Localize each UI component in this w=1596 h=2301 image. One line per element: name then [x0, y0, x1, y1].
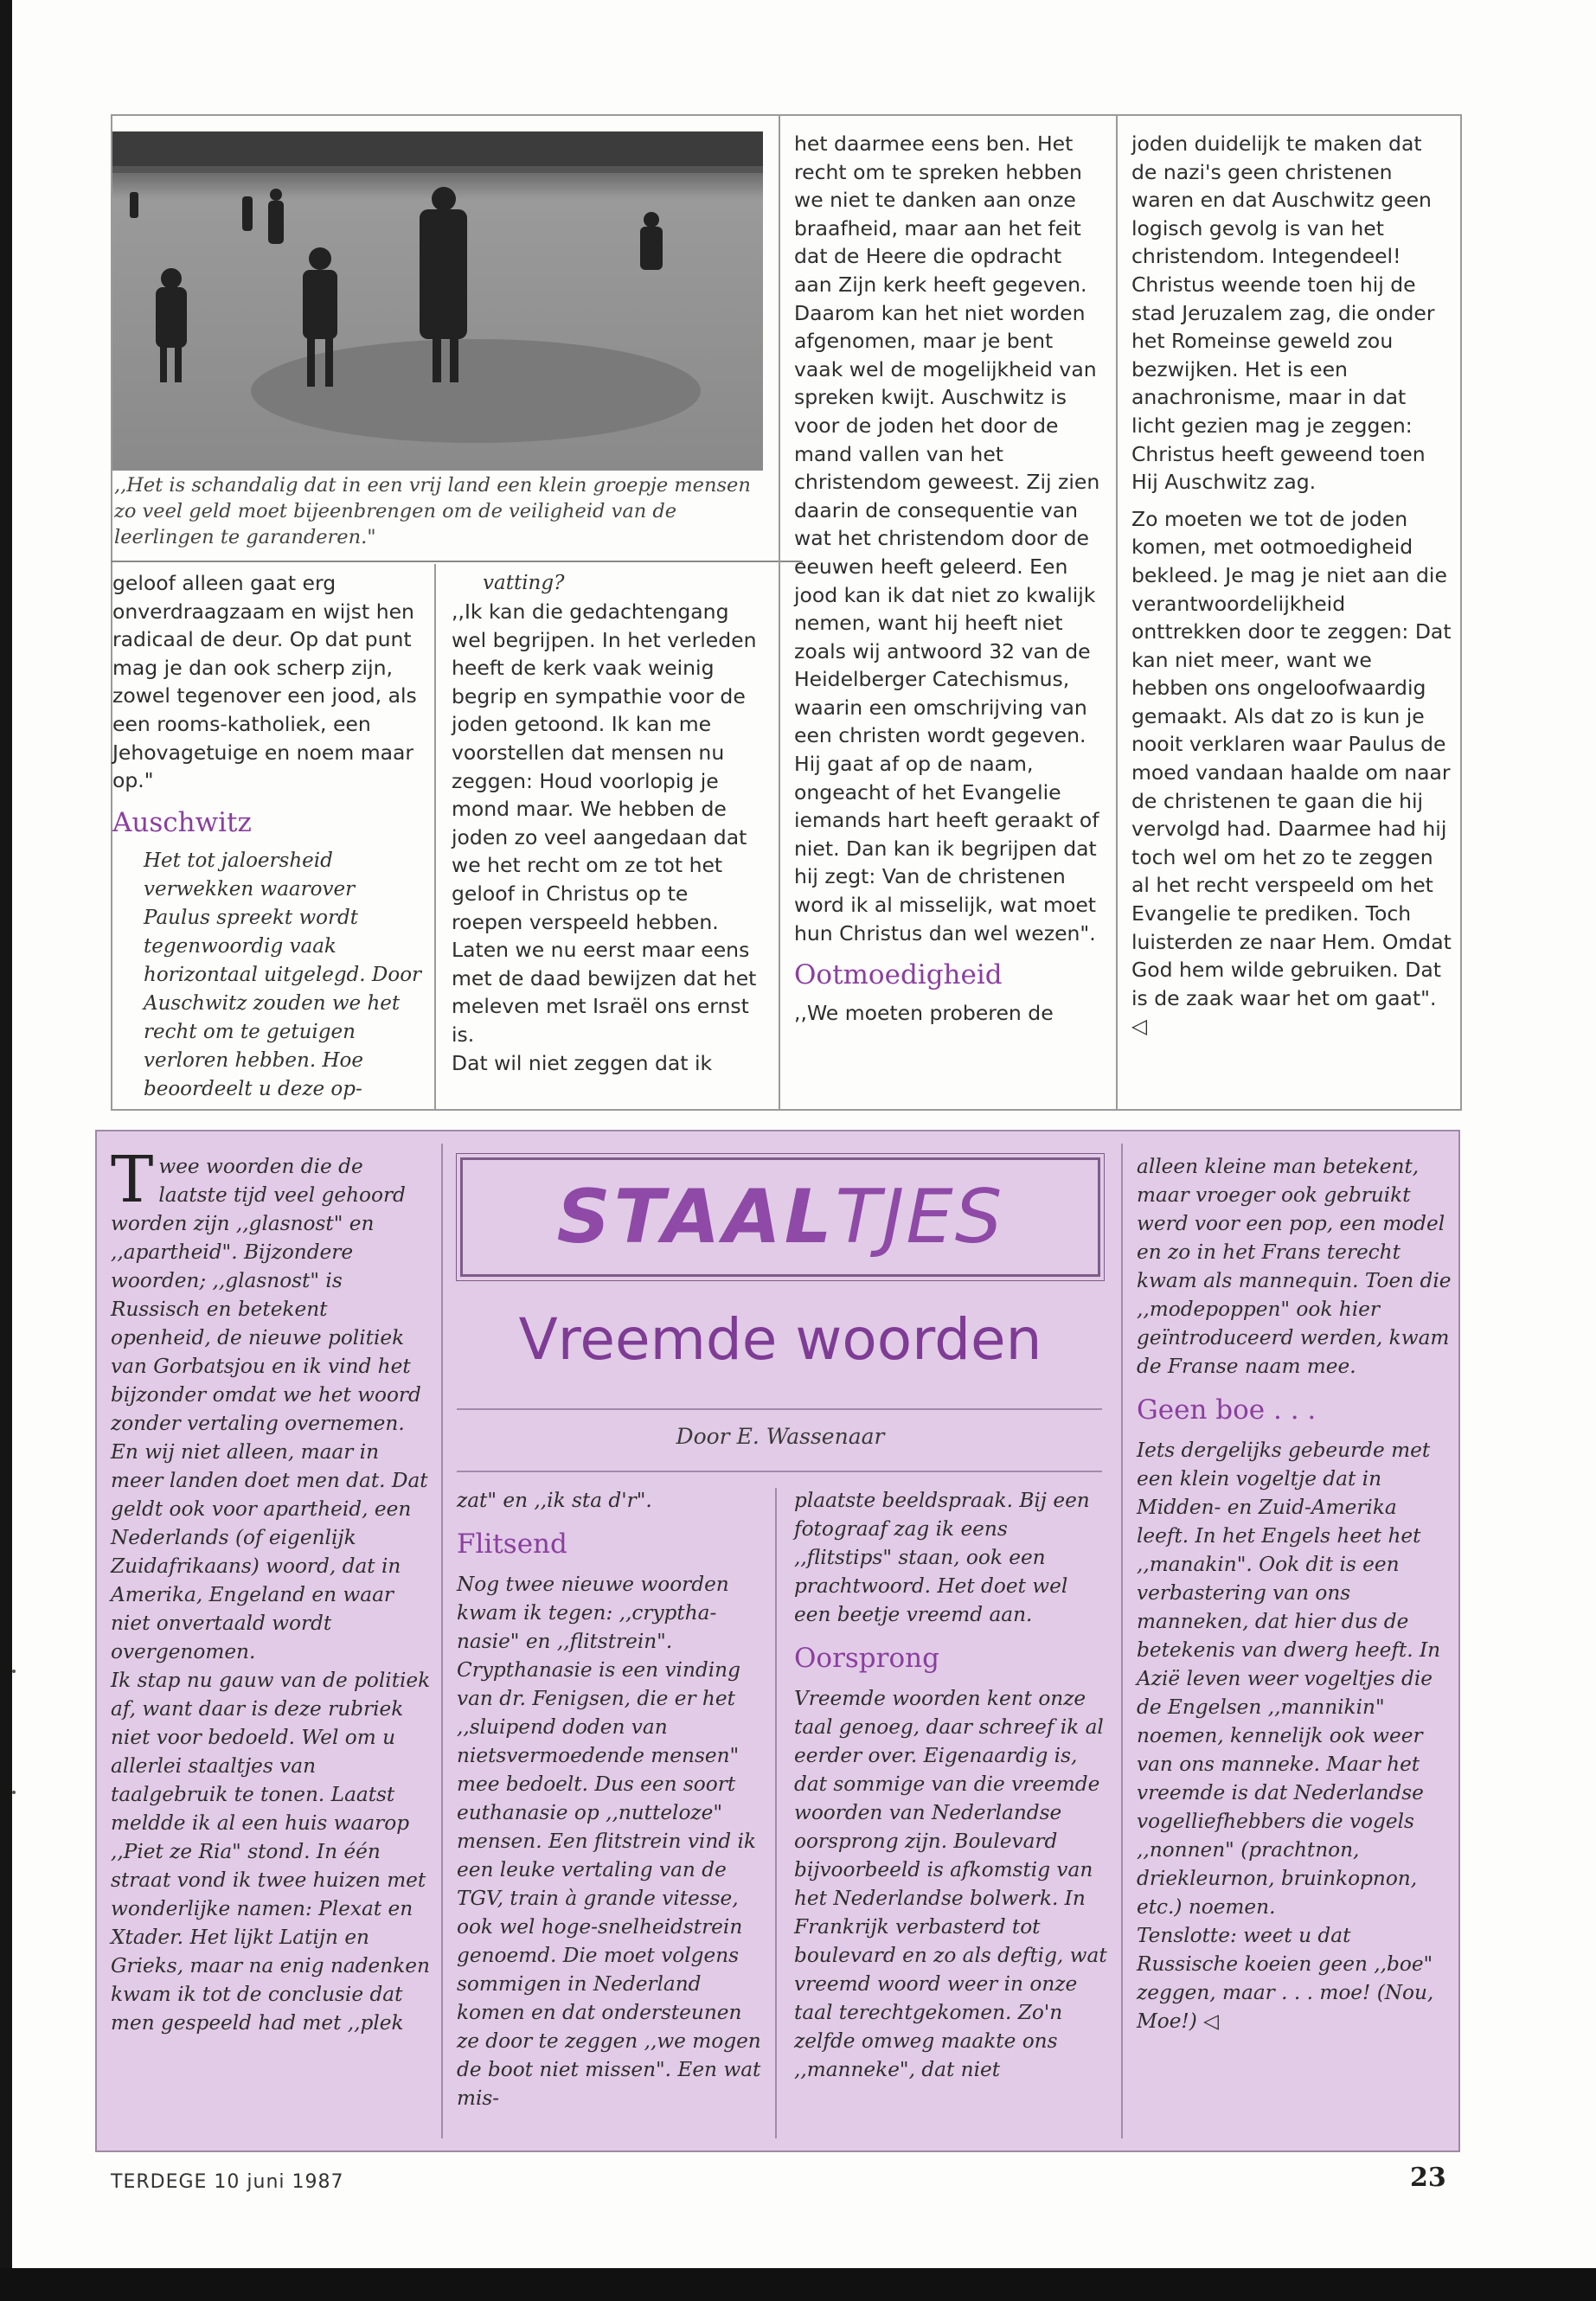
subhead-flitsend: Flitsend: [457, 1529, 567, 1560]
staaltjes-paragraph: wee woorden die de laatste tijd veel gehoord worden zijn ,,glasnost" en ,,apartheid". Bijzondere woorden; ,,glasnost" is Russisch en betekent openheid, de nieuwe politiek van Gorbatsjou en ik vind het bijzonder omdat we het woord zonder vertaling overnemen. En wij niet alleen, maar in meer landen doet men dat. Dat geldt ook voor apartheid, een Nederlands (of eigenlijk Zuidafrikaans) woord, dat in Amerika, Engeland en waar niet onvertaald wordt overgenomen.: [111, 1155, 428, 1663]
staaltjes-paragraph: Vreemde woorden kent onze taal genoeg, daar schreef ik al eerder over. Eigenaardig is, dat sommige van die vreemde woorden van Nederlandse oorsprong zijn. Boulevard bijvoorbeeld is afkomstig van het Nederlandse bolwerk. In Frankrijk verbasterd tot boulevard en zo als deftig, wat vreemd woord weer in onze taal terechtgekomen. Zo'n zelfde omweg maakte ons ,,manneke", dat niet: [794, 1687, 1107, 2081]
scan-speck: [12, 1670, 16, 1673]
article-paragraph: geloof alleen gaat erg onverdraagzaam en wijst hen radicaal de deur. Op dat punt mag je dan ook scherp zijn, zowel tegenover een jood, als een rooms-katholiek, een Jehovagetuige en noem maar op.": [112, 571, 417, 793]
staaltjes-column-3: [794, 1486, 1109, 2084]
publication-footer: TERDEGE 10 juni 1987: [111, 2171, 344, 2193]
column-divider: [1121, 1144, 1123, 2138]
page-number: 23: [1410, 2163, 1446, 2193]
subhead-geen-boe: Geen boe . . .: [1137, 1394, 1317, 1426]
staaltjes-paragraph: alleen kleine man betekent, maar vroeger ook gebruikt werd voor een pop, een model en zo in het Frans terecht kwam als mannequin. Toen die ,,modepoppen" ook hier geïntroduceerd werden, kwam de Franse naam mee.: [1137, 1155, 1452, 1378]
staaltjes-paragraph: Iets dergelijks gebeurde met een klein vogeltje dat in Midden- en Zuid-Amerika leeft. In het Engels heet het ,,manakin". Ook dit is een verbastering van ons manneken, dat hier dus de betekenis van dwerg heeft. In Azië leven weer vogeltjes die de Engelsen ,,mannikin" noemen, kennelijk ook weer van ons manneke. Maar het vreemde is dat Nederlandse vogelliefhebbers die vogels ,,nonnen" (prachtnon, driekleurnon, bruinkopnon, etc.) noemen.: [1137, 1439, 1441, 1919]
staaltjes-column-4: [1137, 1152, 1452, 2035]
column-divider: [1116, 114, 1118, 1111]
staaltjes-byline: Door E. Wassenaar: [676, 1424, 885, 1449]
staaltjes-subtitle: Vreemde woorden: [518, 1306, 1042, 1373]
title-light-part: TJES: [835, 1174, 1004, 1260]
caption-divider: [111, 561, 803, 562]
title-divider: [457, 1408, 1102, 1410]
interview-question-end: vatting?: [483, 572, 565, 594]
scan-edge-left: [0, 0, 12, 2301]
staaltjes-paragraph: plaatste beeldspraak. Bij een fotograaf zag ik eens ,,flitstips" staan, ook een prachtwoord. Het doet wel een beetje vreemd aan.: [794, 1489, 1090, 1626]
byline-divider: [457, 1471, 1102, 1472]
article-column-1: [112, 569, 424, 1104]
article-paragraph: ,,Ik kan die gedachtengang wel begrijpen. In het verleden heeft de kerk vaak weinig begrip en sympathie voor de joden getoond. Ik kan me voorstellen dat mensen nu zeggen: Houd voorlopig je mond maar. We hebben de joden zo veel aangedaan dat we het recht om ze tot het geloof in Christus op te roepen verspeeld hebben. Laten we nu eerst maar eens met de daad bewijzen dat het meleven met Israël ons ernst is.: [452, 599, 757, 1047]
scan-speck: [12, 1791, 16, 1794]
schoolyard-photo: [112, 131, 763, 471]
article-column-4: [1131, 130, 1453, 1041]
article-paragraph: Dat wil niet zeggen dat ik: [452, 1050, 713, 1075]
article-paragraph: joden duidelijk te maken dat de nazi's geen christenen waren en dat Auschwitz geen logisch gevolg is van het christendom. Integendeel! Christus weende toen hij de stad Jeruzalem zag, die onder het Romeinse geweld zou bezwijken. Het is een anachronisme, maar in dat licht gezien mag je zeggen: Christus heeft geweend toen Hij Auschwitz zag.: [1131, 131, 1435, 495]
column-divider: [779, 114, 780, 1111]
staaltjes-column-1: [111, 1143, 431, 2037]
column-divider: [775, 1488, 777, 2138]
subhead-auschwitz: Auschwitz: [112, 806, 252, 838]
staaltjes-paragraph: Tenslotte: weet u dat Russische koeien geen ,,boe" zeggen, maar . . . moe! (Nou, Moe!) ◁: [1137, 1924, 1434, 2033]
drop-cap: T: [111, 1143, 154, 1217]
article-column-3: [794, 130, 1104, 1028]
scan-edge-bottom: [0, 2268, 1596, 2301]
article-photo: [112, 131, 763, 471]
staaltjes-paragraph: Nog twee nieuwe woorden kwam ik tegen: ,,crypthanasie" en ,,flitstrein". Crypthanasie is een vinding van dr. Fenigsen, die er het ,,sluipend doden van nietsvermoedende mensen" mee bedoelt. Dus een soort euthanasie op ,,nutteloze" mensen. Een flitstrein vind ik een leuke vertaling van de TGV, train à grande vitesse, ook wel hoge-snelheidstrein genoemd. Die moet volgens sommigen in Nederland komen en dat ondersteunen ze door te zeggen ,,we mogen de boot niet missen". Een wat mis-: [457, 1573, 761, 2110]
title-bold-part: STAAL: [556, 1174, 836, 1260]
column-divider: [441, 1144, 443, 2138]
subhead-ootmoedigheid: Ootmoedigheid: [794, 959, 1003, 991]
photo-caption: ,,Het is schandalig dat in een vrij land een klein groepje mensen zo veel geld moet bijeenbrengen om de veiligheid van de leerlingen te garanderen.": [114, 474, 751, 548]
article-paragraph: het daarmee eens ben. Het recht om te spreken hebben we niet te danken aan onze braafheid, maar aan het feit dat de Heere die opdracht aan Zijn kerk heeft gegeven. Daarom kan het niet worden afgenomen, maar je bent vaak wel de mogelijkheid van spreken kwijt. Auschwitz is voor de joden het door de mand vallen van het christendom geweest. Zij zien daarin de consequentie van wat het christendom door de eeuwen heeft geleerd. Een jood kan ik dat niet zo kwalijk nemen, want hij heeft niet zoals wij antwoord 32 van de Heidelberger Catechismus, waarin een omschrijving van een christen wordt gegeven. Hij gaat af op de naam, ongeacht of het Evangelie iemands hart heeft geraakt of niet. Dan kan ik begrijpen dat hij zegt: Van de christenen word ik al misselijk, wat moet hun Christus dan wel wezen".: [794, 131, 1100, 945]
staaltjes-paragraph: Ik stap nu gauw van de politiek af, want daar is deze rubriek niet voor bedoeld. Wel om u allerlei staaltjes van taalgebruik te tonen. Laatst meldde ik al een huis waarop ,,Piet ze Ria" stond. In één straat vond ik twee huizen met wonderlijke namen: Plexat en Xtader. Het lijkt Latijn en Grieks, maar na enig nadenken kwam ik tot de conclusie dat men gespeeld had met ,,plek: [111, 1669, 431, 2035]
staaltjes-paragraph: zat" en ,,ik sta d'r".: [457, 1489, 652, 1512]
article-paragraph: Zo moeten we tot de joden komen, met ootmoedigheid bekleed. Je mag je niet aan die verantwoordelijkheid onttrekken door te zeggen: Dat kan niet meer, want we hebben ons ongeloofwaardig gemaakt. Als dat zo is kun je nooit verklaren waar Paulus de moed vandaan haalde om naar de christenen te gaan die hij vervolgd had. Daarmee had hij toch wel om het zo te zeggen al het recht verspeeld om het Evangelie te prediken. Toch luisterden ze naar Hem. Omdat God hem wilde gebruiken. Dat is de zaak waar het om gaat". ◁: [1131, 506, 1452, 1039]
article-paragraph: ,,We moeten proberen de: [794, 1001, 1054, 1026]
subhead-oorsprong: Oorsprong: [794, 1643, 939, 1674]
interview-question: Het tot jaloersheid verwekken waarover Paulus spreekt wordt tegenwoordig vaak horizontaal uitgelegd. Door Auschwitz zouden we het recht om te getuigen verloren hebben. Hoe beoordeelt u deze op-: [144, 849, 422, 1100]
article-column-2: [452, 569, 763, 1077]
column-divider: [434, 564, 436, 1109]
staaltjes-column-2: [457, 1486, 765, 2112]
staaltjes-title: [460, 1157, 1100, 1277]
